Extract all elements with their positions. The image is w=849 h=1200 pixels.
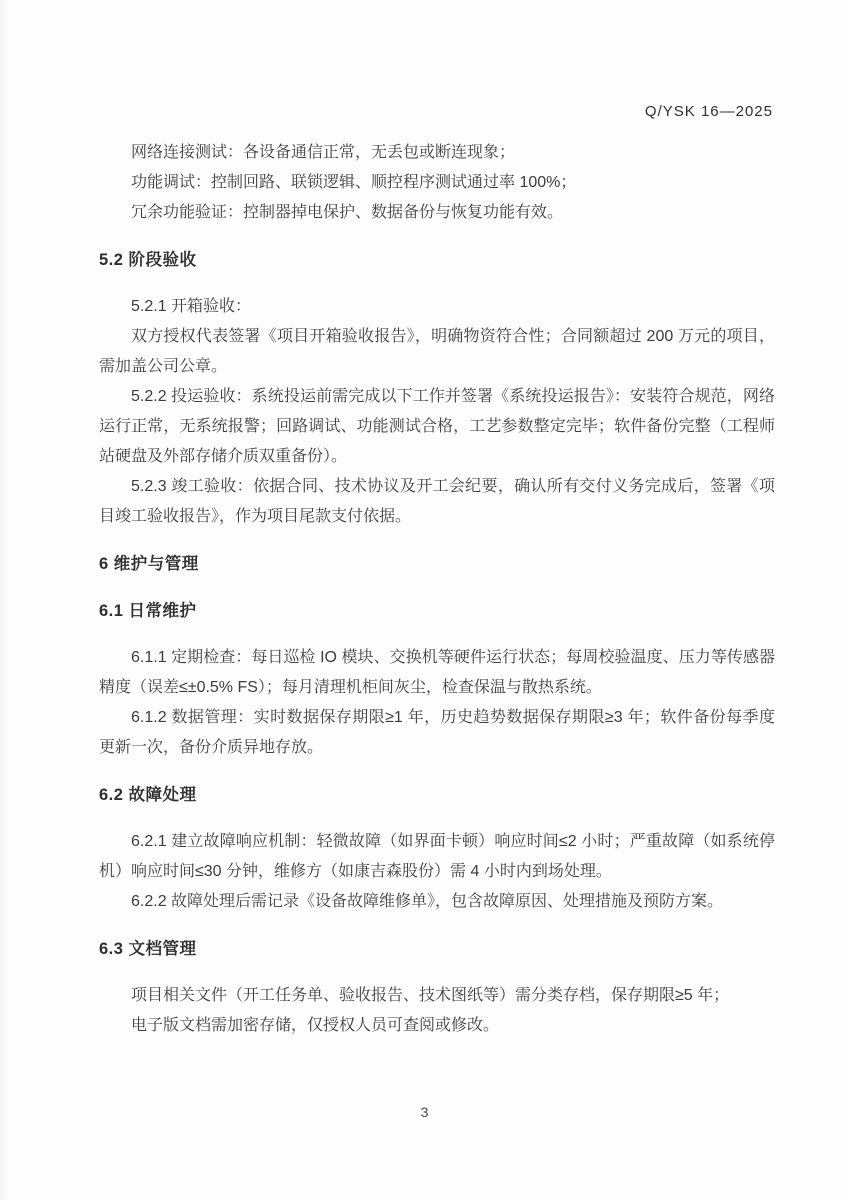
paragraph: 功能调试：控制回路、联锁逻辑、顺控程序测试通过率 100%； <box>131 174 577 191</box>
paragraph: 项目相关文件（开工任务单、验收报告、技术图纸等）需分类存档，保存期限≥5 年； <box>131 987 730 1004</box>
paragraph: 5.2.2 投运验收：系统投运前需完成以下工作并签署《系统投运报告》：安装符合规范，网络运行正常，无系统报警；回路调试、功能测试合格，工艺参数整定完毕；软件备份完整（工程师站硬盘及外部存储介质双重备份）。 <box>99 388 775 465</box>
page-header <box>99 100 773 124</box>
paragraph: 双方授权代表签署《项目开箱验收报告》，明确物资符合性；合同额超过 200 万元的项目，需加盖公司公章。 <box>99 328 775 375</box>
paragraph: 冗余功能验证：控制器掉电保护、数据备份与恢复功能有效。 <box>131 204 564 221</box>
paragraph: 5.2.3 竣工验收：依据合同、技术协议及开工会纪要，确认所有交付义务完成后，签署《项目竣工验收报告》，作为项目尾款支付依据。 <box>99 478 775 525</box>
document-body <box>99 130 775 1041</box>
standard-number: Q/YSK 16—2025 <box>644 103 773 120</box>
section-heading: 6.2 故障处理 <box>99 786 197 804</box>
paragraph: 6.2.1 建立故障响应机制：轻微故障（如界面卡顿）响应时间≤2 小时；严重故障（如系统停机）响应时间≤30 分钟，维修方（如康吉森股份）需 4 小时内到场处理。 <box>99 833 775 880</box>
paragraph: 6.1.2 数据管理：实时数据保存期限≥1 年，历史趋势数据保存期限≥3 年；软件备份每季度更新一次，备份介质异地存放。 <box>99 709 775 756</box>
section-heading: 6 维护与管理 <box>99 555 199 573</box>
page-footer <box>0 1104 849 1120</box>
paragraph: 5.2.1 开箱验收： <box>131 298 252 315</box>
scan-edge-shading <box>0 0 8 1200</box>
paragraph: 6.1.1 定期检查：每日巡检 IO 模块、交换机等硬件运行状态；每周校验温度、压力等传感器精度（误差≤±0.5% FS）；每月清理机柜间灰尘，检查保温与散热系统。 <box>99 649 775 696</box>
section-heading: 6.3 文档管理 <box>99 940 197 958</box>
page-number: 3 <box>420 1104 429 1120</box>
paragraph: 6.2.2 故障处理后需记录《设备故障维修单》，包含故障原因、处理措施及预防方案。 <box>131 893 724 910</box>
section-heading: 6.1 日常维护 <box>99 602 197 620</box>
section-heading: 5.2 阶段验收 <box>99 251 197 269</box>
paragraph: 网络连接测试：各设备通信正常，无丢包或断连现象； <box>131 144 516 161</box>
paragraph: 电子版文档需加密存储，仅授权人员可查阅或修改。 <box>131 1017 500 1034</box>
